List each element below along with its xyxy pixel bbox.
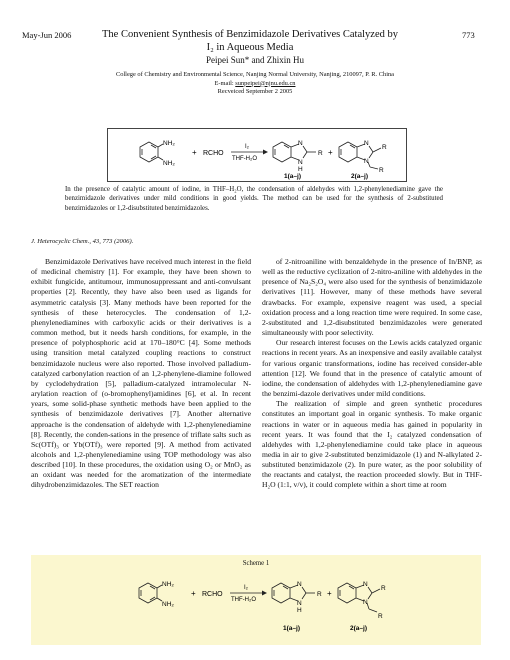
paragraph: The realization of simple and green synthetic procedures constitutes an important goal in organic synthesis. To make organic reactions in water or in aqueous media has gained in popularity in recent years. It was found that the I₂ catalyzed condensation of aldehydes with 1,2-phenylenediamine could take place in aqueous media in air to give 2-substituted benzimidazole (1) and N-alkylated 2-substituted benzimidazole (2). In pure water, as the poor solubility of the reactants and catalyst, the reaction proceeded slowly. But in THF-H₂O (1:1, v/v), it could complete within a short time at room <box>262 399 482 490</box>
s1-plus-sign-products: + <box>327 589 332 598</box>
aldehyde-label: RCHO <box>203 150 224 157</box>
s1-product1-atom-n-bottom: N <box>297 600 302 607</box>
plus-sign: + <box>192 148 197 157</box>
s1-product1-label: 1(a–j) <box>283 625 300 632</box>
reaction-scheme <box>108 129 406 181</box>
scheme1-caption: Scheme 1 <box>242 560 270 567</box>
s1-product1-substituent: R <box>317 591 322 598</box>
paragraph: Benzimidazole Derivatives have received much interest in the field of medicinal chemistry [1]. For example, they have been shown to exhibit fungicide, antitumour, immunosuppressant and anti-convulsant properties [2]. Recently, they have also been used as ligands for asymmetric catalysis [3]. Many methods have been reported for the synthesis of these heterocycles. The condensation of 1,2-phenylenediamines with carboxylic acids or their derivatives is a common method, but it needs harsh conditions, for example, in the presence of polyphosphoric acid at 170–180°C [4]. Some methods using transition metal catalyzed coupling reactions to construct benzimidazole nucleus were also reported. Those involved palladium-catalyzed carbonylation reaction of an 1,2-phenylene-diamine followed by cyclodehydration [5], palladium-catalyzed intramolecular N-arylation reaction of (o-bromophenyl)amidines [6], et al. In recent years, some solid-phase synthetic methods have been applied to the synthesis of benzimidazole derivatives [7]. Another alternative approache is the condensation of aldehyde with 1,2-phenylenediamine [8]. Recently, the conden-sations in the presence of triflate salts such as Sc(OTf)₃ or Yb(OTf)₃ were reported [9]. A method from activated alcohols and 1,2-phenylenediamine using TOP methodology was also described [10]. In these procedures, the oxidation using O₂ or MnO₂ as an oxidant was needed for the aromatization of the intermediate dihydrobenzimidazoles. The SET reaction <box>31 257 251 490</box>
s1-product1-atom-h: H <box>297 607 302 614</box>
product2-n-substituent: R <box>379 167 384 174</box>
article-title: The Convenient Synthesis of Benzimidazole Derivatives Catalyzed by I₂ in Aqueous Media <box>102 29 398 53</box>
paragraph: Our research interest focuses on the Lewis acids catalyzed organic reactions in recent years. As an inexpensive and easily available catalyst for various organic transformations, iodine has received consider-able attention [12]. We found that in the presence of catalytic amount of iodine, the condensation of aldehydes with 1,2-phenylenediamine gave the benzimi-dazole derivatives under mild conditions. <box>262 338 482 399</box>
s1-amine-top-label: NH₂ <box>162 581 174 588</box>
authors: Peipei Sun* and Zhixin Hu <box>206 55 304 65</box>
condition-catalyst: I₂ <box>245 144 249 150</box>
product2-substituent: R <box>382 144 387 151</box>
reaction-scheme-box <box>107 128 407 182</box>
s1-aldehyde-label: RCHO <box>202 591 223 598</box>
s1-plus-sign: + <box>191 589 196 598</box>
scheme1-figure <box>31 555 481 645</box>
product2-structure <box>339 142 381 169</box>
s1-condition-solvent: THF-H₂O <box>231 597 256 603</box>
s1-product2-atom-n-bottom: N <box>363 599 368 606</box>
s1-product2-n-substituent: R <box>378 613 383 620</box>
product2-atom-n-bottom: N <box>364 158 369 165</box>
affiliation-block <box>0 71 510 97</box>
product1-structure <box>273 142 316 162</box>
s1-amine-bottom-label: NH₂ <box>162 601 174 608</box>
product1-atom-h: H <box>298 166 303 173</box>
received-date: Recveiced September 2 2005 <box>217 88 293 96</box>
amine-bottom-label: NH₂ <box>163 160 175 167</box>
email-label: E-mail: <box>214 79 236 87</box>
s1-product1-atom-n-top: N <box>297 581 302 588</box>
page-number: 773 <box>462 30 475 40</box>
scheme1-reaction <box>107 568 405 640</box>
product1-atom-n-top: N <box>298 140 303 147</box>
s1-condition-catalyst: I₂ <box>244 585 248 591</box>
product1-label: 1(a–j) <box>284 173 301 180</box>
condition-solvent: THF-H₂O <box>232 156 257 162</box>
product2-label: 2(a–j) <box>351 173 368 180</box>
body-column-right <box>262 257 482 542</box>
s1-diamine-structure <box>139 583 162 603</box>
s1-product2-substituent: R <box>381 585 386 592</box>
email-link[interactable]: sunpeipei@njnu.edu.cn <box>235 79 296 87</box>
s1-product1-structure <box>272 583 315 603</box>
arrow-head <box>263 150 268 155</box>
s1-product2-label: 2(a–j) <box>350 625 367 632</box>
diamine-structure <box>140 142 163 162</box>
product1-atom-n-bottom: N <box>298 159 303 166</box>
s1-arrow-head <box>262 591 267 596</box>
email-line <box>0 80 510 89</box>
journal-issue: May-Jun 2006 <box>22 30 72 40</box>
amine-top-label: NH₂ <box>163 140 175 147</box>
product1-substituent: R <box>318 150 323 157</box>
paragraph: of 2-nitroaniline with benzaldehyde in the presence of In/BNP, as well as the reductive cyclization of 2-nitro-aniline with aldehydes in the presence of Na₂S₂O₄ were also used for the synthesis of benzimidazole derivatives [11]. However, many of these methods have several drawbacks. For example, expensive reagent was used, a special oxidation process and a long reaction time were required. In some case, 2-substituted and 1,2-disubstituted benzimidazoles were generated simultaneously with poor selectivity. <box>262 257 482 338</box>
s1-product2-atom-n-top: N <box>363 581 368 588</box>
abstract: In the presence of catalytic amount of iodine, in THF–H₂O, the condensation of aldehydes with 1,2-phenylenediamine gave the benzimidazole derivatives under mild conditions in good yields. The method can be used for the synthesis of 2-substituted benzimidazoles or 1,2-disubstituted benzimidazoles. <box>65 186 443 212</box>
body-column-left <box>31 257 251 587</box>
affiliation: College of Chemistry and Environmental Science, Nanjing Normal University, Nanjing, 210097, P. R. China <box>115 71 395 78</box>
s1-product2-structure <box>338 583 380 612</box>
citation: J. Heterocyclic Chem., 43, 773 (2006). <box>31 238 134 245</box>
plus-sign-products: + <box>328 148 333 157</box>
product2-atom-n-top: N <box>364 140 369 147</box>
